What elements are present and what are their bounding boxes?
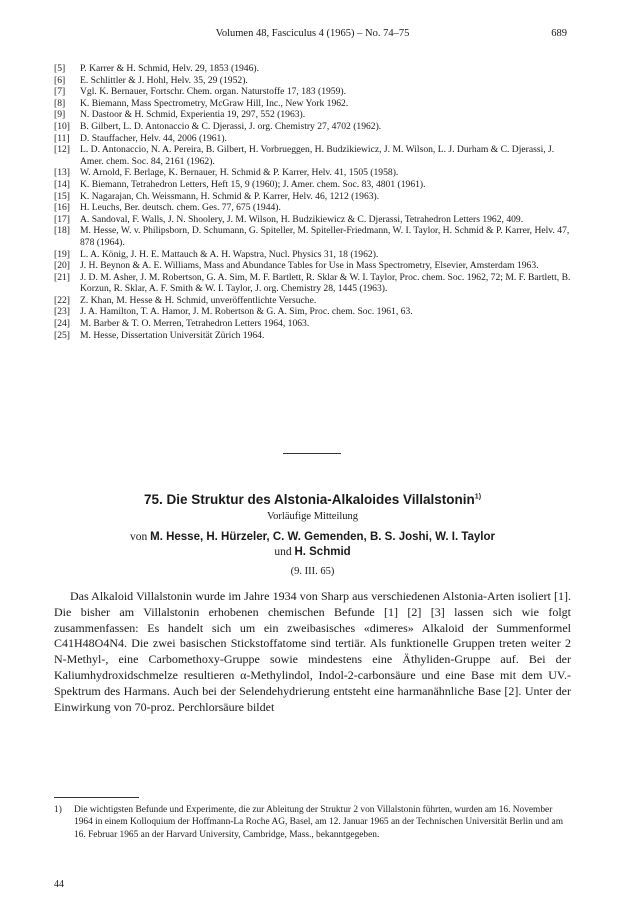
reference-item: [54, 295, 574, 307]
reference-item: [54, 202, 574, 214]
footnote-mark: 1): [54, 805, 62, 815]
article-title: [0, 492, 625, 507]
reference-number: [9]: [54, 109, 66, 121]
received-date: (9. III. 65): [290, 566, 335, 577]
reference-number: [20]: [54, 260, 70, 272]
running-title: Volumen 48, Fasciculus 4 (1965) – No. 74–75: [215, 28, 410, 39]
reference-number: [5]: [54, 63, 66, 74]
reference-number: [25]: [54, 329, 70, 341]
reference-text: Vgl. K. Bernauer, Fortschr. Chem. organ. Naturstoffe 17, 183 (1959).: [80, 86, 346, 98]
reference-text: W. Arnold, F. Berlage, K. Bernauer, H. Schmid & P. Karrer, Helv. 41, 1505 (1958).: [80, 167, 399, 179]
reference-number: [10]: [54, 120, 70, 132]
footnote-rule: [54, 797, 139, 798]
reference-number: [18]: [54, 225, 70, 237]
reference-text: K. Biemann, Tetrahedron Letters, Heft 15, 9 (1960); J. Amer. chem. Soc. 83, 4801 (1961).: [80, 178, 426, 190]
authors-prefix: von: [129, 531, 148, 543]
reference-item: [54, 318, 574, 330]
reference-text: M. Hesse, Dissertation Universität Zürich 1964.: [80, 329, 265, 341]
article-subtitle: Vorläufige Mitteilung: [266, 511, 359, 522]
reference-item: [54, 260, 574, 272]
reference-number: [17]: [54, 213, 70, 225]
article-title-text: 75. Die Struktur des Alstonia-Alkaloides Villalstonin: [143, 492, 475, 507]
body-text: Das Alkaloid Villalstonin wurde im Jahre 1934 von Sharp aus verschiedenen Alstonia-Arten isoliert [1]. Die bisher am Villalstonin erhobenen chemischen Befunde [1] [2] [3] lassen sich wie folgt zusammenfassen: Es handelt sich um ein zweibasisches «dimeres» Alkaloid der Summenformel C41H48O4N4. Die zwei basischen Stickstoffatome sind tertiär. Als funktionelle Gruppen treten weiter 2 N-Methyl-, eine Carbomethoxy-Gruppe sowie mindestens eine Äthyliden-Gruppe auf. Bei der Kaliumhydroxidschmelze resultieren α-Methylindol, Indol-2-carbonsäure und eine Base mit dem UV.-Spektrum des Harmans. Auch bei der Selendehydrierung entsteht eine harmanähnliche Base [2]. Unter der Einwirkung von 70-proz. Perchlorsäure bildet: [54, 589, 571, 714]
reference-text: K. Nagarajan, Ch. Weissmann, H. Schmid & P. Karrer, Helv. 46, 1212 (1963).: [80, 190, 380, 202]
reference-text: L. A. König, J. H. E. Mattauch & A. H. Wapstra, Nucl. Physics 31, 18 (1962).: [80, 248, 379, 260]
reference-list: [54, 63, 574, 341]
reference-number: [22]: [54, 294, 70, 306]
reference-item: [54, 133, 574, 145]
reference-number: [6]: [54, 74, 66, 86]
reference-number: [8]: [54, 97, 66, 109]
reference-item: [54, 214, 574, 226]
reference-text: A. Sandoval, F. Walls, J. N. Shoolery, J. M. Wilson, H. Budzikiewicz & C. Djerassi, Tetrahedron Letters 1962, 409.: [80, 213, 524, 225]
reference-number: [14]: [54, 178, 70, 190]
reference-number: [12]: [54, 144, 70, 156]
reference-item: [54, 98, 574, 110]
reference-number: [15]: [54, 190, 70, 202]
reference-number: [11]: [54, 132, 70, 144]
reference-item: [54, 144, 574, 167]
reference-item: [54, 75, 574, 87]
title-footnote-mark: 1): [474, 493, 482, 501]
reference-text: M. Hesse, W. v. Philipsborn, D. Schumann, G. Spiteller, M. Spiteller-Friedmann, W. I. Taylor, H. Schmid & P. Karrer, Helv. 47, 878 (1964).: [80, 225, 570, 248]
reference-item: [54, 330, 574, 342]
section-separator: [283, 453, 341, 454]
reference-item: [54, 225, 574, 248]
reference-text: M. Barber & T. O. Merren, Tetrahedron Letters 1964, 1063.: [80, 318, 310, 330]
reference-number: [21]: [54, 271, 70, 283]
reference-number: [19]: [54, 248, 70, 260]
reference-item: [54, 63, 574, 75]
reference-text: K. Biemann, Mass Spectrometry, McGraw Hill, Inc., New York 1962.: [80, 97, 349, 109]
reference-text: L. D. Antonaccio, N. A. Pereira, B. Gilbert, H. Vorbrueggen, H. Budzikiewicz, J. M. Wilson, L. J. Durham & C. Djerassi, J. Amer. chem. Soc. 84, 2161 (1962).: [80, 144, 555, 167]
reference-text: E. Schlittler & J. Hohl, Helv. 35, 29 (1952).: [80, 74, 248, 86]
reference-item: [54, 249, 574, 261]
reference-text: B. Gilbert, L. D. Antonaccio & C. Djerassi, J. org. Chemistry 27, 4702 (1962).: [80, 120, 382, 132]
authors-line-2: H. Schmid: [294, 546, 351, 558]
reference-text: J. H. Beynon & A. E. Williams, Mass and Abundance Tables for Use in Mass Spectrometry, Elsevier, Amsterdam 1963.: [80, 260, 539, 272]
reference-text: J. D. M. Asher, J. M. Robertson, G. A. Sim, M. F. Bartlett, R. Sklar & W. I. Taylor, Proc. chem. Soc. 1962, 72; M. F. Bartlett, B. Korzun, R. Sklar, A. F. Smith & W. I. Taylor, J. org. Chemistry 28, 1445 (1963).: [80, 271, 571, 295]
footnote-text: Die wichtigsten Befunde und Experimente, die zur Ableitung der Struktur 2 von Villalstonin führten, wurden am 16. November 1964 in einem Kolloquium der Hoffmann-La Roche AG, Basel, am 12. Januar 1965 an der Technischen Universität Berlin und am 16. Februar 1965 an der Harvard University, Cambridge, Mass., bekanntgegeben.: [74, 805, 563, 840]
reference-item: [54, 121, 574, 133]
reference-text: H. Leuchs, Ber. deutsch. chem. Ges. 77, 675 (1944).: [80, 202, 281, 214]
reference-number: [23]: [54, 306, 70, 318]
reference-number: [7]: [54, 86, 66, 98]
page-number: 689: [551, 28, 567, 39]
reference-item: [54, 272, 574, 295]
reference-number: [16]: [54, 202, 70, 214]
body-paragraph: [54, 589, 571, 715]
reference-item: [54, 109, 574, 121]
reference-item: [54, 167, 574, 179]
reference-item: [54, 179, 574, 191]
reference-text: D. Stauffacher, Helv. 44, 2006 (1961).: [80, 132, 227, 144]
authors-conjunction: und: [274, 546, 292, 558]
footnote: [54, 804, 571, 841]
author-block: [70, 530, 555, 560]
running-header: [0, 28, 625, 44]
reference-item: [54, 191, 574, 203]
reference-item: [54, 306, 574, 318]
reference-text: P. Karrer & H. Schmid, Helv. 29, 1853 (1946).: [80, 63, 259, 74]
reference-text: N. Dastoor & H. Schmid, Experientia 19, 297, 552 (1963).: [80, 109, 306, 121]
reference-number: [13]: [54, 167, 70, 179]
reference-number: [24]: [54, 318, 70, 330]
signature-mark: 44: [54, 879, 64, 890]
reference-text: Z. Khan, M. Hesse & H. Schmid, unveröffentlichte Versuche.: [80, 294, 317, 306]
authors-line-1: M. Hesse, H. Hürzeler, C. W. Gemenden, B. S. Joshi, W. I. Taylor: [150, 531, 495, 543]
reference-text: J. A. Hamilton, T. A. Hamor, J. M. Robertson & G. A. Sim, Proc. chem. Soc. 1961, 63.: [80, 306, 413, 318]
reference-item: [54, 86, 574, 98]
